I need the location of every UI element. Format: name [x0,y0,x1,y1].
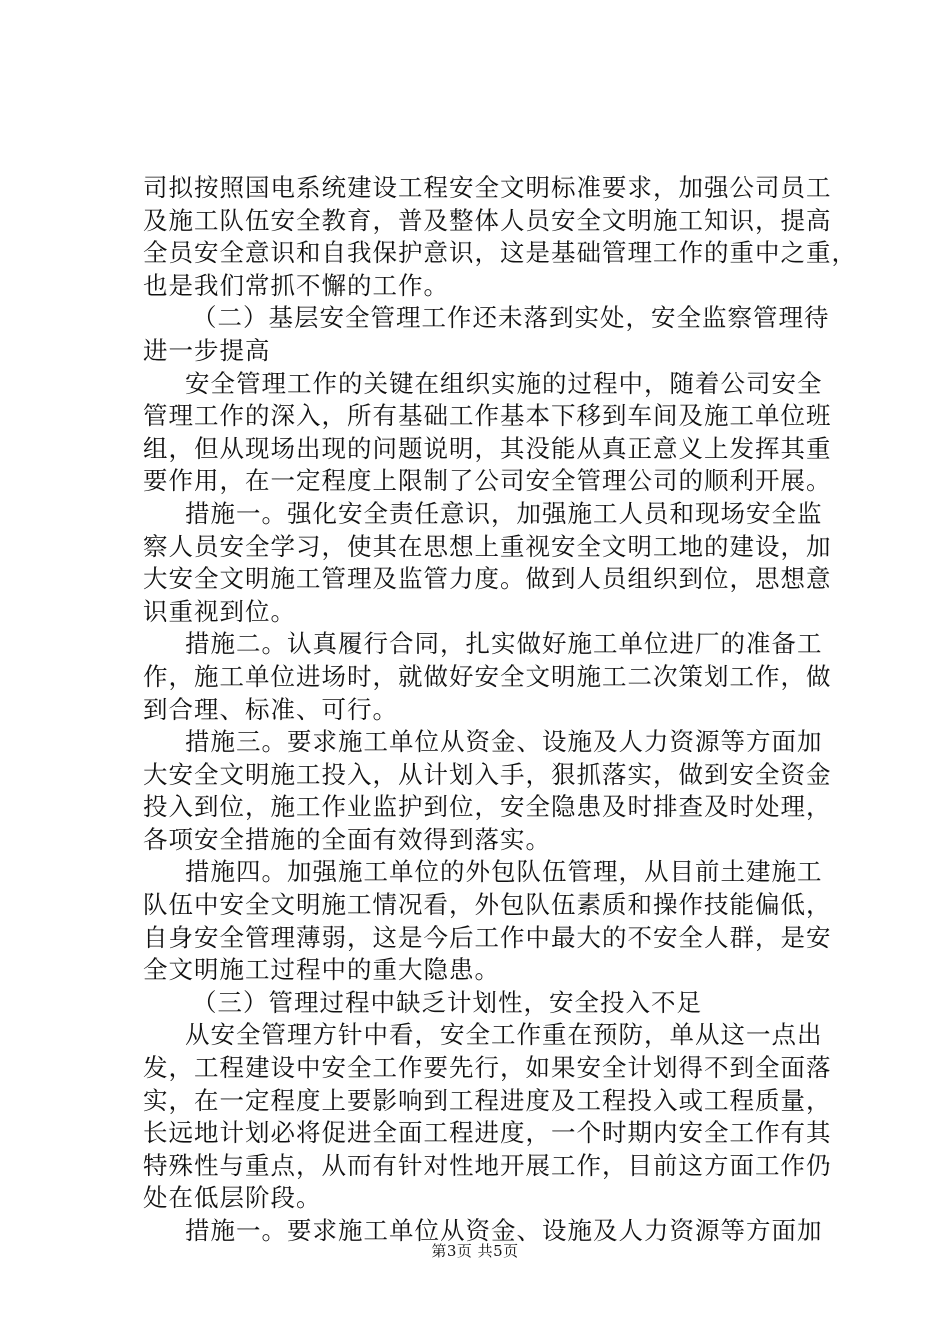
text-line: 也是我们常抓不懈的工作。 [143,270,449,300]
text-line: 长远地计划必将促进全面工程进度，一个时期内安全工作有其 [143,1118,832,1148]
measure-1-start: 措施一。要求施工单位从资金、设施及人力资源等方面加 [185,1216,823,1245]
text-line: 自身安全管理薄弱，这是今后工作中最大的不安全人群，是安 [143,922,832,952]
text-line: 实，在一定程度上要影响到工程进度及工程投入或工程质量， [143,1085,832,1115]
text-line: 全文明施工过程中的重大隐患。 [143,955,500,985]
text-line: 及施工队伍安全教育，普及整体人员安全文明施工知识，提高 [143,205,832,235]
text-line: 司拟按照国电系统建设工程安全文明标准要求，加强公司员工 [143,173,832,202]
measure-1-start: 措施一。强化安全责任意识，加强施工人员和现场安全监 [185,498,823,528]
text-line: 投入到位，施工作业监护到位，安全隐患及时排查及时处理， [143,792,832,822]
text-line: 到合理、标准、可行。 [143,694,398,724]
page-number-footer: 第3页 共5页 [431,1242,519,1260]
section-heading-2-cont: 进一步提高 [143,335,271,365]
measure-2-start: 措施二。认真履行合同，扎实做好施工单位进厂的准备工 [185,629,823,659]
text-line: 管理工作的深入，所有基础工作基本下移到车间及施工单位班 [143,401,832,431]
measure-3-start: 措施三。要求施工单位从资金、设施及人力资源等方面加 [185,727,823,757]
text-line: 全员安全意识和自我保护意识，这是基础管理工作的重中之重， [143,238,857,268]
document-body [143,172,857,1248]
text-line: 各项安全措施的全面有效得到落实。 [143,824,551,854]
section-heading-3: （三）管理过程中缺乏计划性，安全投入不足 [192,987,702,1017]
section-heading-2: （二）基层安全管理工作还未落到实处，安全监察管理待 [192,303,830,333]
paragraph-start: 安全管理工作的关键在组织实施的过程中，随着公司安全 [185,368,823,398]
text-line: 作，施工单位进场时，就做好安全文明施工二次策划工作，做 [143,661,832,691]
text-line: 大安全文明施工管理及监管力度。做到人员组织到位，思想意 [143,564,832,594]
paragraph-start: 从安全管理方针中看，安全工作重在预防，单从这一点出 [185,1020,823,1050]
text-line: 识重视到位。 [143,596,296,626]
text-line: 发，工程建设中安全工作要先行，如果安全计划得不到全面落 [143,1053,832,1083]
text-line: 察人员安全学习，使其在思想上重视安全文明工地的建设，加 [143,531,832,561]
text-line: 大安全文明施工投入，从计划入手，狠抓落实，做到安全资金 [143,759,832,789]
text-line: 组，但从现场出现的问题说明，其没能从真正意义上发挥其重 [143,433,832,463]
text-line: 要作用，在一定程度上限制了公司安全管理公司的顺利开展。 [143,466,832,496]
text-line: 队伍中安全文明施工情况看，外包队伍素质和操作技能偏低， [143,890,832,920]
measure-4-start: 措施四。加强施工单位的外包队伍管理，从目前土建施工 [185,857,823,887]
text-line: 特殊性与重点，从而有针对性地开展工作，目前这方面工作仍 [143,1150,832,1180]
text-line: 处在低层阶段。 [143,1183,322,1213]
